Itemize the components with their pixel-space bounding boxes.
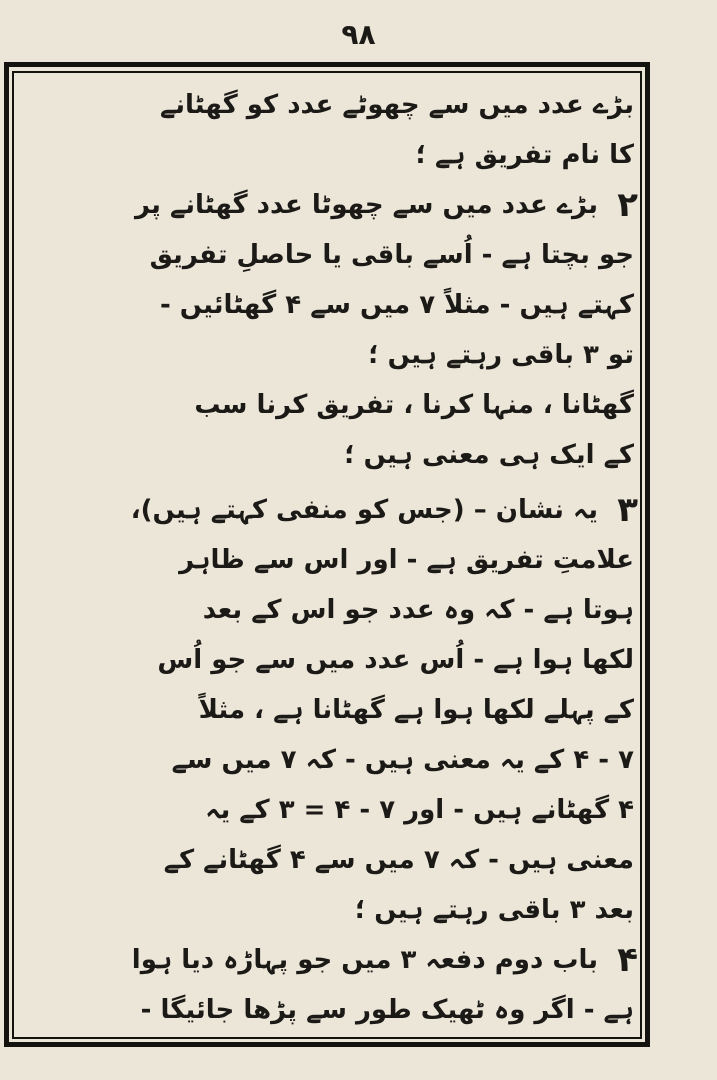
text-line: علامتِ تفریق ہے - اور اس سے ظاہر	[179, 545, 634, 575]
text-line: بعد ۳ باقی رہتے ہیں ؛	[354, 895, 634, 925]
text-line: ۴ باب دوم دفعہ ۳ میں جو پہاڑہ دیا ہوا	[132, 937, 634, 983]
text-line: کا نام تفریق ہے ؛	[415, 140, 634, 170]
page-text	[22, 82, 638, 1032]
text-line: ہوتا ہے - کہ وہ عدد جو اس کے بعد	[202, 595, 634, 625]
text-line: تو ۳ باقی رہتے ہیں ؛	[368, 340, 634, 370]
text-line: جو بچتا ہے - اُسے باقی یا حاصلِ تفریق	[149, 240, 634, 270]
paragraph-number: ۴	[617, 940, 638, 980]
text-line: ۳ یہ نشان – (جس کو منفی کہتے ہیں)،	[131, 487, 634, 533]
text-line: لکھا ہوا ہے - اُس عدد میں سے جو اُس	[157, 645, 634, 675]
text-line: گھٹانا ، منہا کرنا ، تفریق کرنا سب	[194, 390, 634, 420]
text-line: ہے - اگر وہ ٹھیک طور سے پڑھا جائیگا -	[140, 995, 634, 1025]
text-line: کے ایک ہی معنی ہیں ؛	[344, 440, 634, 470]
text-line: کہتے ہیں - مثلاً ۷ میں سے ۴ گھٹائیں -	[159, 290, 634, 320]
text-line: بڑے عدد میں سے چھوٹے عدد کو گھٹانے	[160, 90, 634, 120]
text-line: ۲ بڑے عدد میں سے چھوٹا عدد گھٹانے پر	[135, 182, 634, 228]
paragraph-number: ۳	[617, 490, 638, 530]
text-line: کے پہلے لکھا ہوا ہے گھٹانا ہے ، مثلاً	[198, 695, 634, 725]
text-line: ۴ گھٹانے ہیں - اور ۷ - ۴ = ۳ کے یہ	[205, 795, 634, 825]
paragraph-number: ۲	[617, 185, 638, 225]
page-number: ۹۸	[341, 18, 376, 51]
text-line: معنی ہیں - کہ ۷ میں سے ۴ گھٹانے کے	[163, 845, 634, 875]
text-line: ۷ - ۴ کے یہ معنی ہیں - کہ ۷ میں سے	[171, 745, 634, 775]
